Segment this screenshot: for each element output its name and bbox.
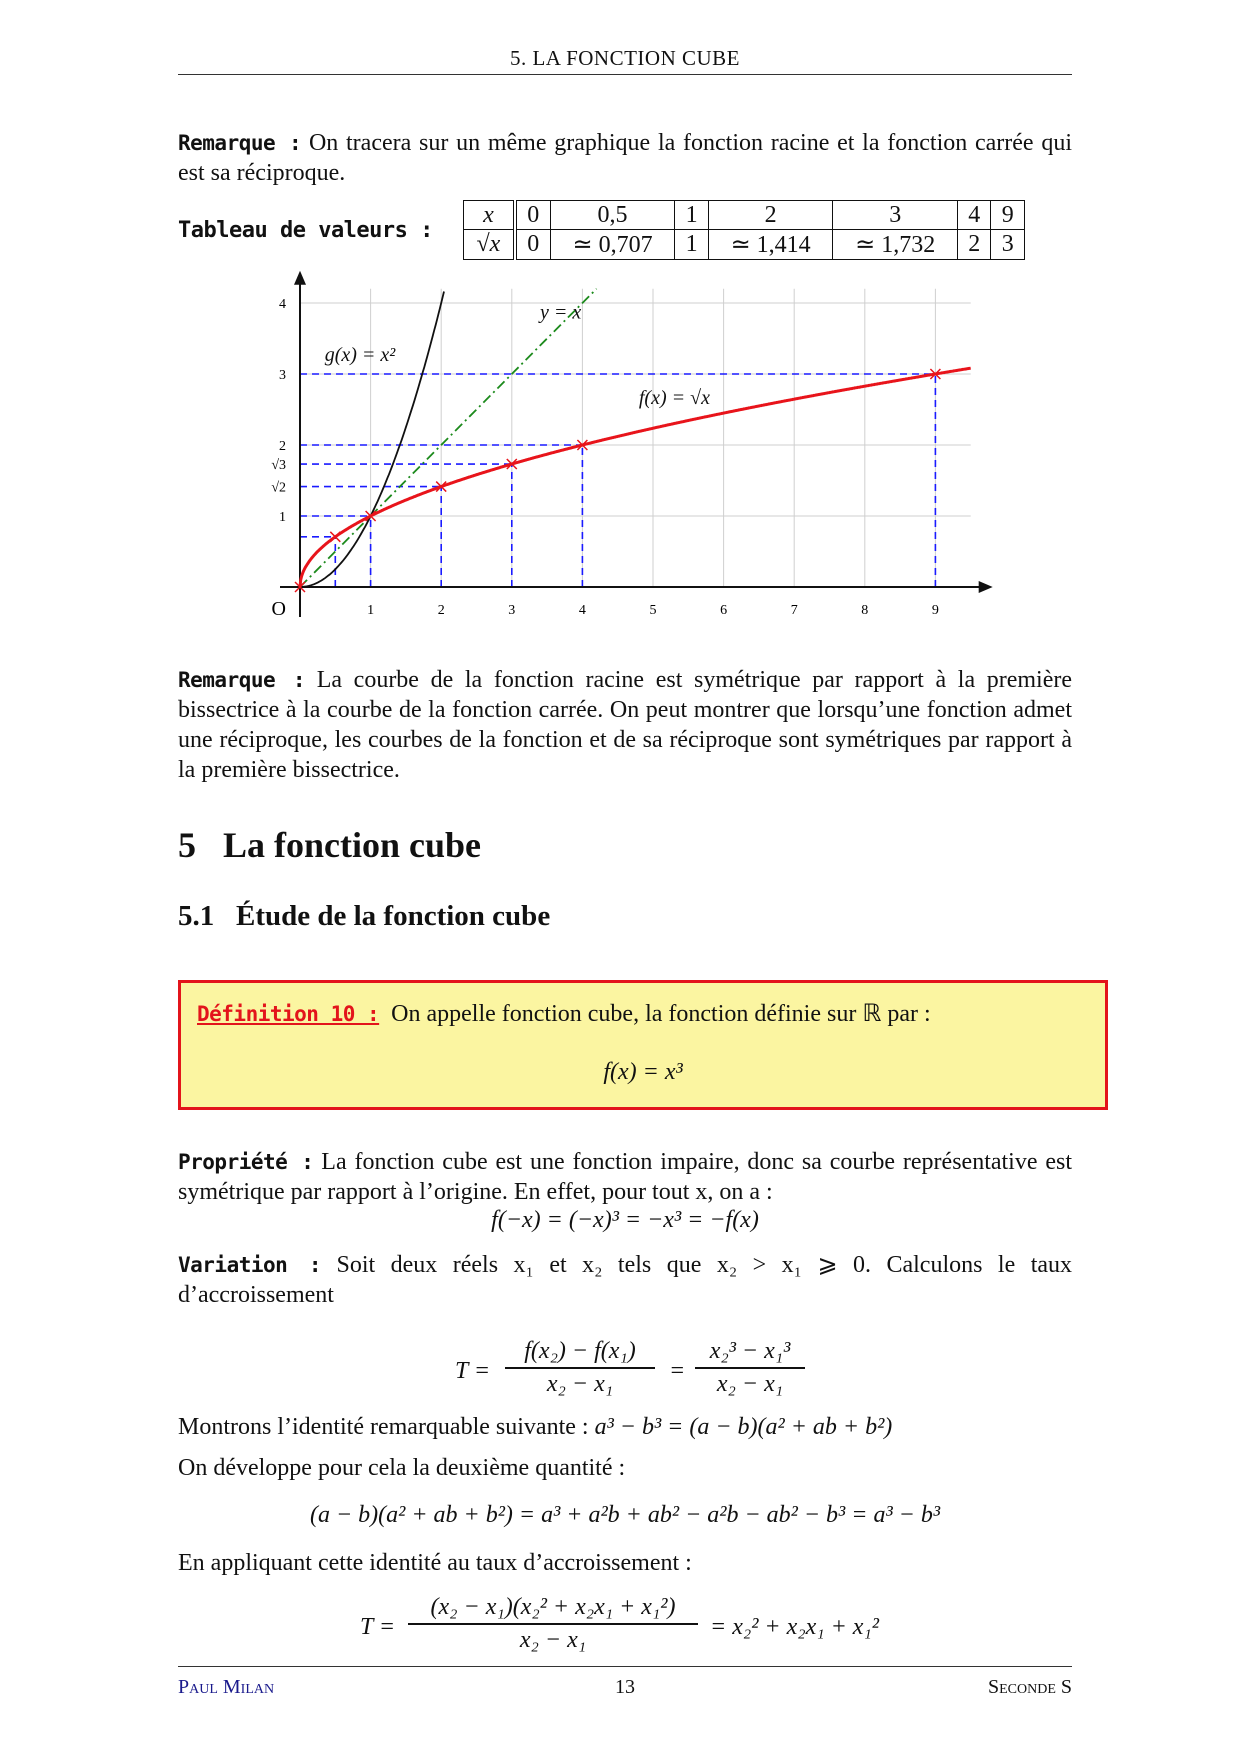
- rate-den-2: x₂ − x₁: [716, 1370, 784, 1397]
- x-tick-label: 1: [367, 603, 375, 618]
- variation: [178, 1250, 1072, 1310]
- x-tick-label: 4: [578, 603, 586, 618]
- subsection-title: Étude de la fonction cube: [236, 900, 551, 932]
- rate-equals: =: [669, 1358, 686, 1384]
- x-tick-label: 6: [720, 603, 728, 618]
- propriete-formula: f(−x) = (−x)³ = −x³ = −f(x): [491, 1207, 759, 1233]
- rate-T: T =: [455, 1358, 491, 1384]
- label-sqrt: f(x) = √x: [638, 386, 710, 409]
- rate-formula: [455, 1338, 815, 1402]
- subsection-heading: [178, 900, 550, 933]
- rate-result: = x₂² + x₂x₁ + x₁²: [710, 1614, 879, 1640]
- curve-sqrt: [300, 368, 971, 587]
- table-cell: 4: [958, 201, 991, 230]
- rate-fraction-3: [408, 1594, 698, 1654]
- identity-text: Montrons l’identité remarquable suivante :: [178, 1414, 589, 1440]
- variation-text: Soit deux réels x₁ et x₂ tels que x₂ > x₁ ⩾ 0. Calculons le taux d’accroissement: [178, 1252, 1073, 1308]
- remarque-2: [178, 665, 1072, 785]
- y-tick-label: 2: [279, 439, 286, 454]
- table-cell: ≃ 0,707: [550, 230, 675, 260]
- y-tick-label: √2: [271, 480, 286, 496]
- rate-T-2: T =: [360, 1614, 396, 1640]
- y-axis-arrow: [294, 271, 306, 285]
- variation-label: Variation :: [178, 1253, 322, 1277]
- footer-class: Seconde S: [987, 1676, 1072, 1698]
- y-tick-label: √3: [271, 458, 286, 474]
- definition-text: On appelle fonction cube, la fonction définie sur ℝ par :: [391, 1001, 931, 1027]
- y-tick-label: 3: [279, 368, 286, 383]
- remarque-2-text: La courbe de la fonction racine est symétrique par rapport à la première bissectrice à la courbe de la fonction carrée. On peut montrer que lorsqu’une fonction admet une réciproque, les courbes de la fonction et de sa réciproque sont symétriques par rapport à la première bissectrice.: [178, 667, 1073, 783]
- table-cell: 2: [958, 230, 991, 260]
- x-axis-arrow: [979, 581, 993, 593]
- fraction-bar: [408, 1623, 698, 1625]
- table-cell: 1: [675, 201, 708, 230]
- label-y-equals-x: y = x: [540, 301, 582, 324]
- propriete-label: Propriété :: [178, 1150, 314, 1174]
- curve-square: [300, 292, 444, 588]
- table-cell: 2: [708, 201, 833, 230]
- table-cell: 9: [991, 201, 1025, 230]
- y-tick-label: 1: [279, 510, 286, 525]
- rate-formula-2: [360, 1594, 920, 1660]
- fraction-bar: [505, 1367, 655, 1369]
- section-heading: [178, 824, 481, 866]
- x-tick-label: 8: [861, 603, 869, 618]
- propriete: [178, 1147, 1072, 1207]
- develop-text: On développe pour cela la deuxième quantité :: [178, 1455, 626, 1481]
- definition-box: [178, 980, 1108, 1110]
- footer-page: 13: [615, 1676, 635, 1698]
- y-tick-label: 4: [279, 297, 286, 312]
- footer-rule: [178, 1666, 1072, 1667]
- fraction-bar: [695, 1367, 805, 1369]
- table-cell: 3: [991, 230, 1025, 260]
- table-cell: 0: [515, 230, 550, 260]
- section-number: 5: [178, 825, 196, 865]
- table-cell: ≃ 1,414: [708, 230, 833, 260]
- propriete-text: La fonction cube est une fonction impaire, donc sa courbe représentative est symétrique par rapport à l’origine. En effet, pour tout x, on a :: [178, 1149, 1073, 1205]
- rate-den-3: x₂ − x₁: [519, 1626, 587, 1653]
- running-header: 5. LA FONCTION CUBE: [509, 46, 740, 70]
- x-tick-label: 2: [437, 603, 445, 618]
- footer-author: Paul Milan: [178, 1676, 275, 1698]
- rate-num-2: x₂³ − x₁³: [709, 1338, 791, 1364]
- table-cell: ≃ 1,732: [833, 230, 958, 260]
- identity-formula: a³ − b³ = (a − b)(a² + ab + b²): [594, 1414, 893, 1440]
- rate-den-1: x₂ − x₁: [546, 1370, 614, 1397]
- definition-label: Définition 10 :: [197, 1002, 380, 1026]
- rate-fraction-2: [695, 1338, 805, 1398]
- table-label: Tableau de valeurs :: [178, 218, 433, 243]
- sqrt-point-marker: [330, 532, 340, 542]
- x-tick-label: 7: [790, 603, 798, 618]
- table-head-sqrt: √x: [464, 230, 515, 260]
- remarque-2-label: Remarque :: [178, 668, 306, 692]
- section-title: La fonction cube: [223, 825, 482, 865]
- table-head-x: x: [464, 201, 515, 230]
- x-tick-label: 9: [931, 603, 939, 618]
- function-chart: [0, 0, 1240, 660]
- x-tick-label: 5: [649, 603, 657, 618]
- line-y-equals-x: [300, 289, 597, 587]
- subsection-number: 5.1: [178, 900, 215, 932]
- apply-text: En appliquant cette identité au taux d’accroissement :: [178, 1550, 692, 1576]
- table-cell: 1: [675, 230, 708, 260]
- develop-formula: (a − b)(a² + ab + b²) = a³ + a²b + ab² − a²b − ab² − b³ = a³ − b³: [309, 1502, 941, 1528]
- table-cell: 0: [515, 201, 550, 230]
- rate-fraction-1: [505, 1338, 655, 1398]
- definition-line: [197, 999, 1087, 1028]
- remarque-1-text: On tracera sur un même graphique la fonction racine et la fonction carrée qui est sa réciproque.: [178, 130, 1072, 186]
- rate-num-1: f(x₂) − f(x₁): [524, 1338, 636, 1364]
- definition-formula: f(x) = x³: [603, 1059, 683, 1085]
- origin-label: O: [271, 598, 286, 620]
- rate-num-3: (x₂ − x₁)(x₂² + x₂x₁ + x₁²): [430, 1594, 676, 1620]
- identity-line: [178, 1412, 1072, 1442]
- table-cell: 3: [833, 201, 958, 230]
- label-square: g(x) = x²: [324, 344, 396, 367]
- remarque-1-label: Remarque :: [178, 131, 302, 155]
- table-cell: 0,5: [550, 201, 675, 230]
- x-tick-label: 3: [508, 603, 516, 618]
